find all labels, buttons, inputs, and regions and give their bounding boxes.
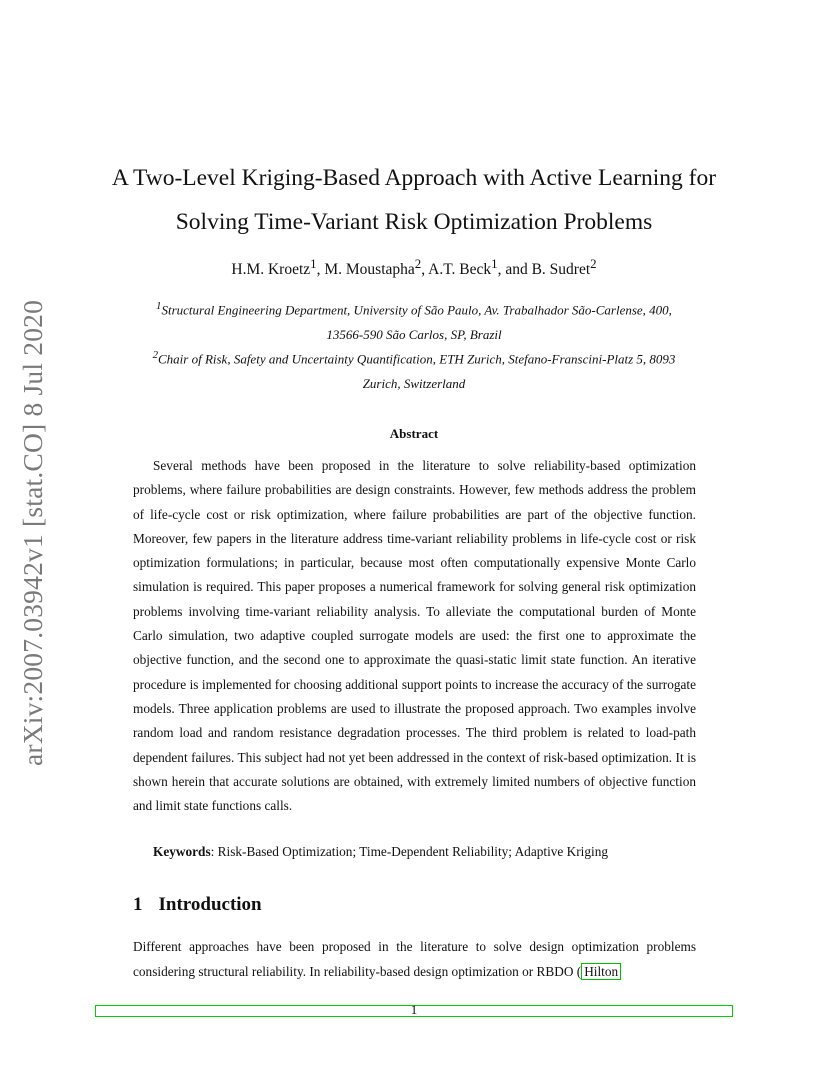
- page-number: 1: [410, 1002, 418, 1017]
- section-title: Introduction: [158, 894, 262, 915]
- author-affiliation-mark: 1: [310, 256, 317, 271]
- author-name: A.T. Beck: [428, 261, 492, 279]
- author-separator: , and: [497, 261, 532, 279]
- paper-title: [0, 156, 828, 244]
- author-name: H.M. Kroetz: [231, 261, 311, 279]
- keywords-label: Keywords: [153, 844, 211, 859]
- author-separator: ,: [421, 261, 429, 279]
- affiliation-line: 13566-590 São Carlos, SP, Brazil: [326, 326, 502, 342]
- arxiv-id: arXiv:2007.03942v1 [stat.CO] 8 Jul 2020: [17, 299, 48, 767]
- abstract-body: Several methods have been proposed in the literature to solve reliability-based optimization problems, where failure probabilities are design constraints. However, few methods address the problem of life-cycle cost or risk optimization, where failure probabilities are part of the objective function. Moreover, few papers in the literature address time-variant reliability problems in life-cycle cost or risk optimization formulations; in particular, because most often computationally expensive Monte Carlo simulation is required. This paper proposes a numerical framework for solving general risk optimization problems involving time-variant reliability analysis. To alleviate the computational burden of Monte Carlo simulation, two adaptive coupled surrogate models are used: the first one to approximate the objective function, and the second one to approximate the quasi-static limit state function. An iterative procedure is implemented for choosing additional support points to increase the accuracy of the surrogate models. Three application problems are used to illustrate the proposed approach. Two examples involve random load and random resistance degradation processes. The third problem is related to load-path dependent failures. This subject had not yet been addressed in the context of risk-based optimization. It is shown herein that accurate solutions are obtained, with extremely limited numbers of objective function and limit state functions calls.: [133, 458, 696, 814]
- section-number: 1: [133, 894, 143, 915]
- intro-paragraph: [133, 935, 696, 984]
- affiliation-text: Structural Engineering Department, University of São Paulo, Av. Trabalhador São-Carlense, 400,: [161, 302, 672, 318]
- author-affiliation-mark: 1: [491, 256, 498, 271]
- affiliation-line: Zurich, Switzerland: [362, 375, 466, 391]
- section-heading: [133, 894, 262, 916]
- affiliation-line: [0, 343, 828, 372]
- affiliation-line: [0, 294, 828, 323]
- author-name: B. Sudret: [531, 261, 591, 279]
- abstract-heading: Abstract: [389, 426, 439, 441]
- affiliation-mark: 1: [156, 300, 162, 312]
- author-name: M. Moustapha: [324, 261, 415, 279]
- author-separator: ,: [316, 261, 325, 279]
- affiliation-2: [0, 343, 828, 396]
- author-list: [0, 256, 828, 279]
- title-line-2: Solving Time-Variant Risk Optimization Problems: [175, 209, 653, 235]
- author-affiliation-mark: 2: [414, 256, 422, 271]
- title-line-1: A Two-Level Kriging-Based Approach with Active Learning for: [111, 165, 717, 191]
- affiliation-mark: 2: [152, 349, 158, 361]
- keywords-text: : Risk-Based Optimization; Time-Dependent Reliability; Adaptive Kriging: [210, 844, 609, 859]
- affiliation-text: Chair of Risk, Safety and Uncertainty Quantification, ETH Zurich, Stefano-Franscini-Platz 5, 8093: [157, 351, 676, 367]
- affiliation-1: [0, 294, 828, 347]
- intro-text: Different approaches have been proposed in the literature to solve design optimization problems considering structural reliability. In reliability-based design optimization or RBDO (: [133, 939, 696, 979]
- author-affiliation-mark: 2: [590, 256, 597, 271]
- keywords: [153, 844, 608, 860]
- citation-link[interactable]: Hilton: [581, 963, 621, 980]
